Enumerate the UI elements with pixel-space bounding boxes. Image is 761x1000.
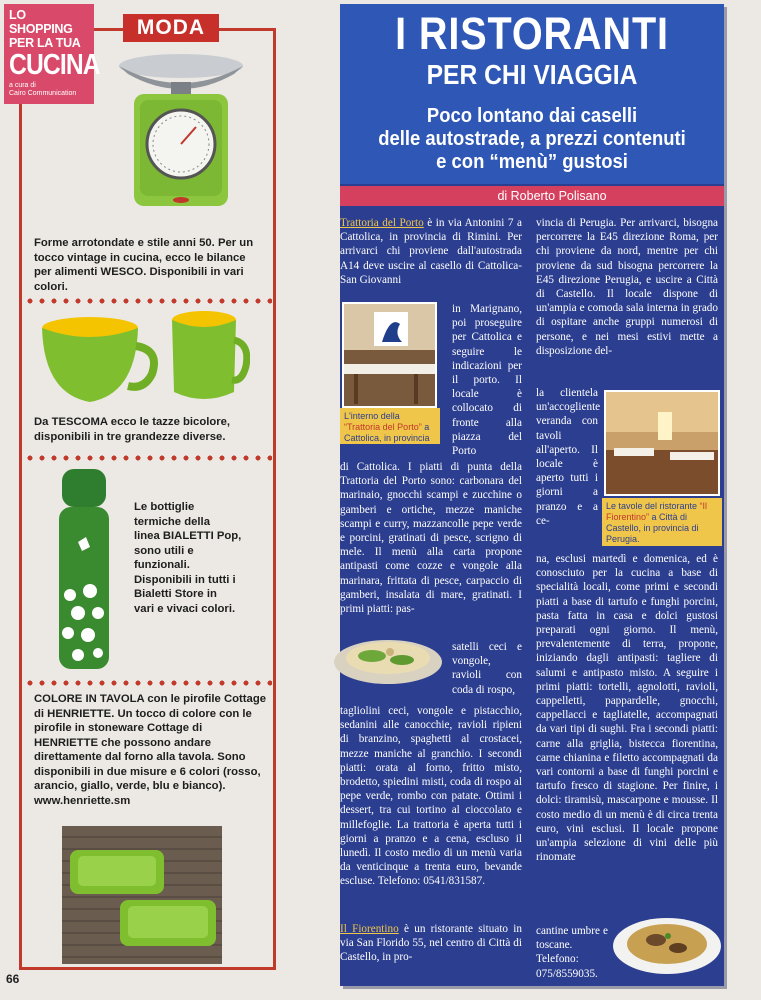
article-byline: di Roberto Polisano (340, 186, 724, 206)
article-col1-top (340, 216, 522, 287)
article-deck (359, 104, 705, 173)
trattoria-interior-photo (342, 302, 437, 408)
caption-text: L'interno della (344, 411, 400, 421)
fiorentino-interior-photo (604, 390, 720, 496)
cup-large-image (40, 316, 160, 408)
deck-line: e con “menù” gustosi (436, 150, 628, 173)
kitchen-scale-image (116, 52, 246, 212)
article-text: è un ristorante situato in via San Florido 55, nel centro di Città di Castello, in pro- (340, 923, 522, 964)
caption-trattoria (340, 408, 440, 454)
article-col1-wrap: in Marignano, poi proseguire per Cattolica e seguire le indicazioni per il porto. Il locale è collocato di fronte alla piazza del Porto (452, 303, 522, 458)
article-subtitle: PER CHI VIAGGIA (426, 59, 638, 90)
article-col2-end: cantine umbre e toscane. Telefono: 075/8559035. (536, 925, 608, 980)
tagliatelle-dish-photo (612, 910, 722, 978)
article-panel (340, 4, 724, 986)
article-col1-mid: di Cattolica. I piatti di punta della Trattoria del Porto sono: carbonara del marinaio, gnocchi scampi e zucchine o gamberi e ortiche, mezze maniche scampi e curry, mazzancolle pepe verde e porcini, gratinati di pesce, scrigno di mele. Il menù alla carta propone antipasti come cozze e vongole alla marinara, frittata di pesce, carpaccio di gamberi, insalata di mare, gratinati. I primi piatti: pas- (340, 461, 522, 616)
section-tag-moda: MODA (123, 14, 219, 42)
article-col1-bottom: tagliolini ceci, vongole e pistacchio, sedanini alle canocchie, ravioli ripieni di branzino, spaghetti al crostacei, mezze maniche al granchio. I secondi piatti: orata al forno, fritto misto, brodetto, spiedini misti, coda di rospo al pepe verde, rombo con patate. Ottimi i dessert, tra cui tortino al cioccolato e millefoglie. La trattoria è aperta tutti i giorni a pranzo e a cena, escluso il lunedì. Il costo medio di un menù varia da venticinque a trenta euro, bevande escluse. Telefono: 0541/831587. (340, 705, 522, 888)
badge-line2: PER LA TUA (9, 36, 81, 50)
badge-title: CUCINA (9, 49, 100, 81)
thermal-bottle-image (56, 467, 112, 672)
caption-fiorentino (602, 498, 722, 546)
caption-highlight: “Il Fiorentino” (606, 501, 708, 522)
product-dishes-text: COLORE IN TAVOLA con le pirofile Cottage di HENRIETTE. Un tocco di colore con le pirofile in stoneware Cottage di HENRIETTE che possono andare direttamente dal forno alla tavola. Sono disponibili in due misure e 6 colori (rosso, arancio, giallo, verde, blu e bianco). www.henriette.sm (34, 693, 267, 807)
dotted-divider-2 (24, 455, 272, 461)
badge-credit-1: a cura di (9, 82, 36, 89)
deck-line: Poco lontano dai caselli (426, 104, 638, 127)
bottles-line: funzionali. (134, 559, 190, 571)
article-col2-mid: na, esclusi martedì e domenica, ed è conosciuto per la cucina a base di specialità locali, come primi e secondi piatti a base di tartufo e funghi porcini, pasta fatta in casa e dolci gustosi preparati ogni giorno. Il menù, prevalentemente di terra, propone, iniziando dagli antipasti: tagliere di salumi e antipasto misto. A seguire i primi piatti: tortelli, agnolotti, ravioli, cappelletti, pappardelle, gnocchi, cappellacci e tagliatelle, accompagnati da vari tipi di sughi. Fra i secondi piatti: carne alla griglia, bistecca fiorentina, carne chianina e filetto accompagnati da vari contorni a base di funghi porcini e tartufo fresco di stagione. Per finire, i dolci: tiramisù, mascarpone e mousse. Il costo medio di un menù è di circa trenta euro, vini esclusi. Il locale propone un'ampia selezione di vini delle più rinomate (536, 553, 718, 864)
cup-tall-image (168, 310, 250, 408)
article-title: I RISTORANTI (395, 8, 669, 59)
bottles-line: vari e vivaci colori. (134, 602, 236, 615)
article-col2-wrap: la clientela un'accogliente veranda con tavoli all'aperto. Il locale è aperto tutti i giorni a pranzo e a ce- (536, 387, 601, 527)
bottles-line: linea BIALETTI Pop, (134, 530, 242, 542)
caption-text: a Cattolica, in provincia di Rimini. (344, 422, 430, 454)
caption-text: a Città di Castello, in provincia di Perugia. (606, 512, 699, 544)
caption-highlight: “Trattoria del Porto” (344, 422, 422, 432)
article-col1-wrap2: satelli ceci e vongole, ravioli con coda di rospo, (452, 641, 522, 696)
badge-credit-2: Cairo Communication (9, 90, 77, 97)
article-col2-top: vincia di Perugia. Per arrivarci, bisogna percorrere la E45 direzione Roma, per chi proviene da nord, mentre per chi proviene da sud bisogna percorrere la E45 direzione Perugia, e uscire a Città di Castello. Il locale dispone di un'ampia e comoda sala interna in grado di ospitare anche gruppi numerosi di persone, e nei mesi estivi mette a disposizione del- (536, 217, 718, 357)
dotted-divider-1 (24, 298, 272, 304)
product-cups-text: Da TESCOMA ecco le tazze bicolore, disponibili in tre grandezze diverse. (34, 416, 231, 443)
page-number: 66 (6, 972, 20, 986)
pasta-dish-photo (332, 626, 444, 688)
baking-dishes-image (62, 826, 222, 964)
restaurant-name-trattoria: Trattoria del Porto (340, 217, 424, 229)
dotted-divider-3 (24, 680, 272, 686)
product-scale-text: Forme arrotondate e stile anni 50. Per un tocco vintage in cucina, ecco le bilance per alimenti WESCO. Disponibili in vari colori. (34, 237, 254, 293)
badge-line1: LO SHOPPING (9, 8, 73, 36)
bottles-line: Le bottiglie (134, 501, 195, 513)
bottles-line: Bialetti Store in (134, 588, 217, 600)
article-col1-fiorentino (340, 922, 522, 965)
shopping-badge (4, 4, 100, 104)
bottles-line: sono utili e (134, 544, 194, 557)
deck-line: delle autostrade, a prezzi contenuti (378, 127, 686, 150)
bottles-line: termiche della (134, 515, 210, 528)
bottles-line: Disponibili in tutti i (134, 573, 236, 586)
restaurant-name-fiorentino: Il Fiorentino (340, 923, 399, 935)
product-bottles-text (134, 500, 264, 616)
caption-text: Le tavole del ristorante (606, 501, 700, 511)
article-text: è in via Antonini 7 a Cattolica, in provincia di Rimini. Per arrivarci chi proviene dall'autostrada A14 deve uscire al casello di Cattolica-San Giovanni (340, 217, 523, 286)
